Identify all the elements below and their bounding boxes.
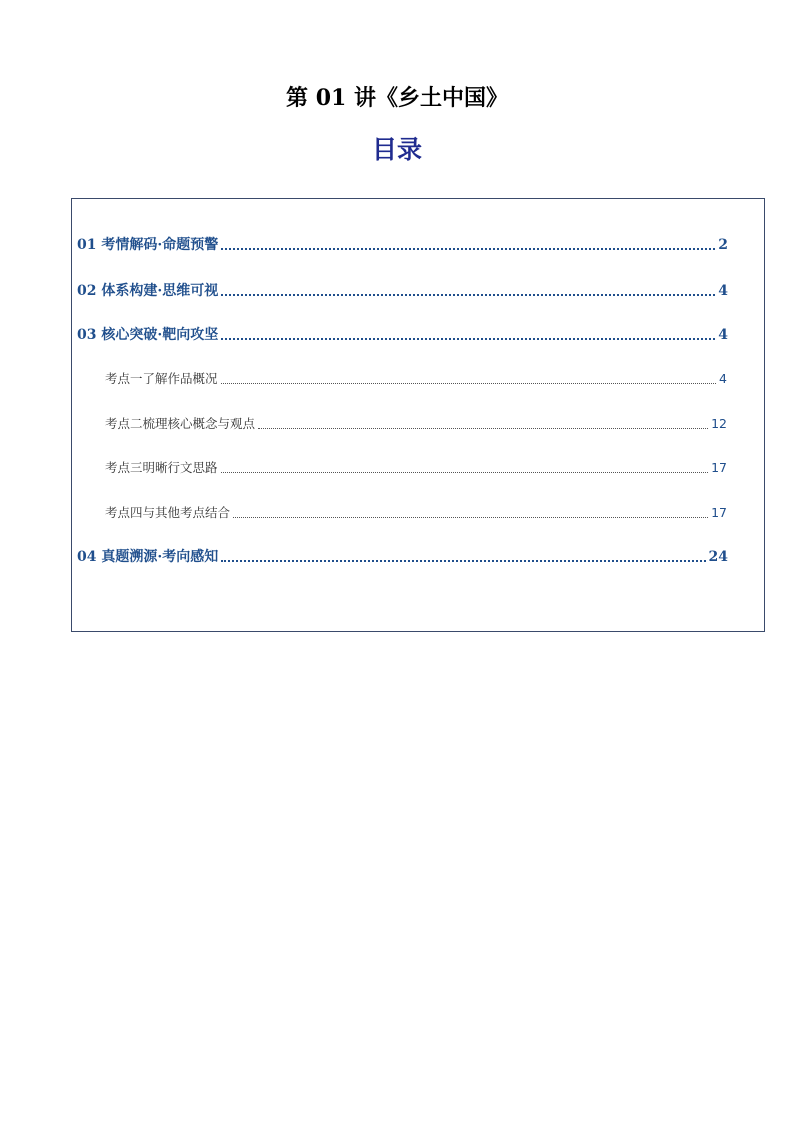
toc-entry-label: 03 核心突破·靶向攻坚 bbox=[77, 327, 219, 343]
toc-page-number: 24 bbox=[708, 549, 728, 565]
toc-page-number: 4 bbox=[718, 283, 728, 299]
toc-entry-label: 01 考情解码·命题预警 bbox=[77, 237, 219, 253]
toc-leader-dots bbox=[258, 428, 708, 429]
toc-entry-03[interactable] bbox=[77, 325, 728, 345]
toc-page-number: 4 bbox=[718, 327, 728, 343]
toc-page-number: 4 bbox=[719, 371, 727, 386]
toc-entry-kaodian-1[interactable] bbox=[105, 370, 727, 388]
toc-entry-label: 考点四与其他考点结合 bbox=[105, 505, 231, 520]
toc-entry-04[interactable] bbox=[77, 547, 728, 567]
toc-entry-kaodian-2[interactable] bbox=[105, 415, 727, 433]
toc-leader-dots bbox=[221, 248, 715, 250]
toc-entry-label: 考点三明晰行文思路 bbox=[105, 460, 218, 475]
toc-leader-dots bbox=[221, 383, 717, 384]
toc-page-number: 17 bbox=[711, 460, 727, 475]
toc-entry-label: 考点一了解作品概况 bbox=[105, 371, 218, 386]
toc-page-number: 12 bbox=[711, 416, 727, 431]
toc-leader-dots bbox=[233, 517, 708, 518]
toc-leader-dots bbox=[221, 294, 715, 296]
document-title: 第 01 讲《乡土中国》 bbox=[286, 85, 508, 111]
toc-entry-label: 02 体系构建·思维可视 bbox=[77, 283, 219, 299]
toc-entry-label: 04 真题溯源·考向感知 bbox=[77, 549, 219, 565]
toc-entry-02[interactable] bbox=[77, 281, 728, 301]
toc-entry-label: 考点二梳理核心概念与观点 bbox=[105, 416, 256, 431]
toc-leader-dots bbox=[221, 472, 709, 473]
toc-leader-dots bbox=[221, 560, 705, 562]
toc-heading: 目录 bbox=[371, 135, 422, 164]
toc-entry-kaodian-3[interactable] bbox=[105, 459, 727, 477]
toc-entry-01[interactable] bbox=[77, 235, 728, 255]
toc-box bbox=[71, 198, 765, 632]
toc-page-number: 2 bbox=[718, 237, 728, 253]
toc-page-number: 17 bbox=[711, 505, 727, 520]
toc-entry-kaodian-4[interactable] bbox=[105, 504, 727, 522]
toc-leader-dots bbox=[221, 338, 715, 340]
